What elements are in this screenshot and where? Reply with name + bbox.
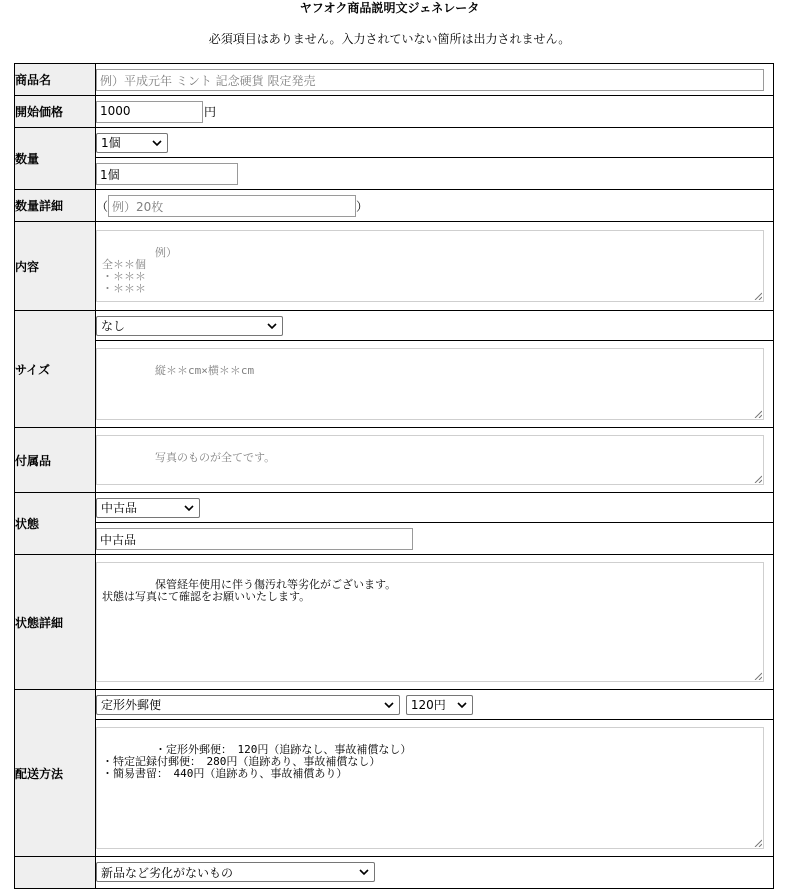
start-price-input[interactable] [96, 101, 203, 123]
contents-textarea[interactable] [96, 230, 764, 302]
size-placeholder: 縦＊＊cm×横＊＊cm [154, 364, 255, 377]
shipping-method-select[interactable] [96, 695, 400, 715]
packing-select-value: 新品など劣化がないもの [101, 865, 234, 880]
size-select[interactable] [96, 316, 283, 336]
condition-select-cell [96, 493, 774, 523]
quantity-detail-cell [96, 190, 774, 222]
condition-label: 状態 [15, 493, 96, 555]
condition-detail-value: 保管経年使用に伴う傷汚れ等劣化がございます。 状態は写真にて確認をお願いいたします。 [102, 578, 397, 603]
chevron-down-icon [383, 699, 395, 711]
start-price-unit: 円 [204, 105, 217, 119]
size-textarea[interactable] [96, 348, 764, 420]
accessories-textarea[interactable] [96, 435, 764, 485]
description-form [14, 63, 774, 889]
quantity-select[interactable] [96, 133, 168, 153]
row-contents [15, 222, 774, 311]
product-name-cell [96, 64, 774, 96]
shipping-text-cell [96, 720, 774, 857]
condition-select[interactable] [96, 498, 200, 518]
contents-placeholder: 例） 全＊＊個 ・＊＊＊ ・＊＊＊ [102, 246, 177, 295]
contents-cell [96, 222, 774, 311]
resize-grip-icon[interactable] [754, 292, 762, 300]
row-start-price [15, 96, 774, 128]
accessories-cell [96, 428, 774, 493]
required-notice: 必須項目はありません。入力されていない箇所は出力されません。 [208, 32, 571, 46]
size-label: サイズ [15, 311, 96, 428]
packing-select-cell [96, 857, 774, 889]
size-select-cell [96, 311, 774, 341]
accessories-label: 付属品 [15, 428, 96, 493]
resize-grip-icon[interactable] [754, 410, 762, 418]
row-product-name [15, 64, 774, 96]
quantity-select-cell [96, 128, 774, 158]
chevron-down-icon [456, 699, 468, 711]
condition-text-cell [96, 523, 774, 555]
shipping-select-cell [96, 690, 774, 720]
row-shipping [15, 690, 774, 720]
shipping-textarea[interactable] [96, 727, 764, 849]
start-price-value: 1000 [100, 103, 131, 118]
chevron-down-icon [266, 320, 278, 332]
row-quantity-text [15, 158, 774, 190]
condition-detail-textarea[interactable] [96, 562, 764, 682]
size-select-value: なし [101, 319, 126, 333]
start-price-cell [96, 96, 774, 128]
row-quantity [15, 128, 774, 158]
contents-label: 内容 [15, 222, 96, 311]
quantity-text-cell [96, 158, 774, 190]
quantity-text-input[interactable] [96, 163, 238, 185]
quantity-select-value: 1個 [101, 136, 121, 150]
condition-text-value: 中古品 [100, 532, 137, 547]
row-size [15, 311, 774, 341]
chevron-down-icon [183, 502, 195, 514]
quantity-text-value: 1個 [100, 167, 120, 182]
product-name-label: 商品名 [15, 64, 96, 96]
resize-grip-icon[interactable] [754, 475, 762, 483]
quantity-detail-label: 数量詳細 [15, 190, 96, 222]
chevron-down-icon [358, 866, 370, 878]
row-accessories [15, 428, 774, 493]
close-paren: ） [356, 199, 369, 213]
size-text-cell [96, 341, 774, 428]
row-condition-text [15, 523, 774, 555]
row-condition-detail [15, 555, 774, 690]
product-name-input[interactable] [96, 69, 764, 91]
condition-detail-label: 状態詳細 [15, 555, 96, 690]
quantity-detail-placeholder: 例）20枚 [112, 199, 164, 214]
shipping-label: 配送方法 [15, 690, 96, 857]
page-title: ヤフオク商品説明文ジェネレータ [299, 1, 480, 15]
condition-detail-cell [96, 555, 774, 690]
product-name-placeholder: 例）平成元年 ミント 記念硬貨 限定発売 [100, 73, 316, 88]
row-shipping-text [15, 720, 774, 857]
shipping-method-value: 定形外郵便 [101, 698, 162, 712]
open-paren: （ [96, 199, 109, 213]
row-condition [15, 493, 774, 523]
chevron-down-icon [151, 137, 163, 149]
shipping-price-select[interactable] [406, 695, 473, 715]
shipping-text-value: ・定形外郵便： 120円（追跡なし、事故補償なし） ・特定記録付郵便： 280円（追跡あり、事故補償なし） ・簡易書留： 440円（追跡あり、事故補償あり） [102, 743, 412, 780]
shipping-price-value: 120円 [410, 698, 446, 712]
row-size-text [15, 341, 774, 428]
row-quantity-detail [15, 190, 774, 222]
packing-label [15, 857, 96, 889]
resize-grip-icon[interactable] [754, 839, 762, 847]
accessories-placeholder: 写真のものが全てです。 [154, 451, 276, 464]
packing-select[interactable] [96, 862, 375, 882]
resize-grip-icon[interactable] [754, 672, 762, 680]
row-packing [15, 857, 774, 889]
start-price-label: 開始価格 [15, 96, 96, 128]
quantity-detail-input[interactable] [108, 195, 356, 217]
condition-text-input[interactable] [96, 528, 413, 550]
condition-select-value: 中古品 [101, 501, 138, 515]
quantity-label: 数量 [15, 128, 96, 190]
